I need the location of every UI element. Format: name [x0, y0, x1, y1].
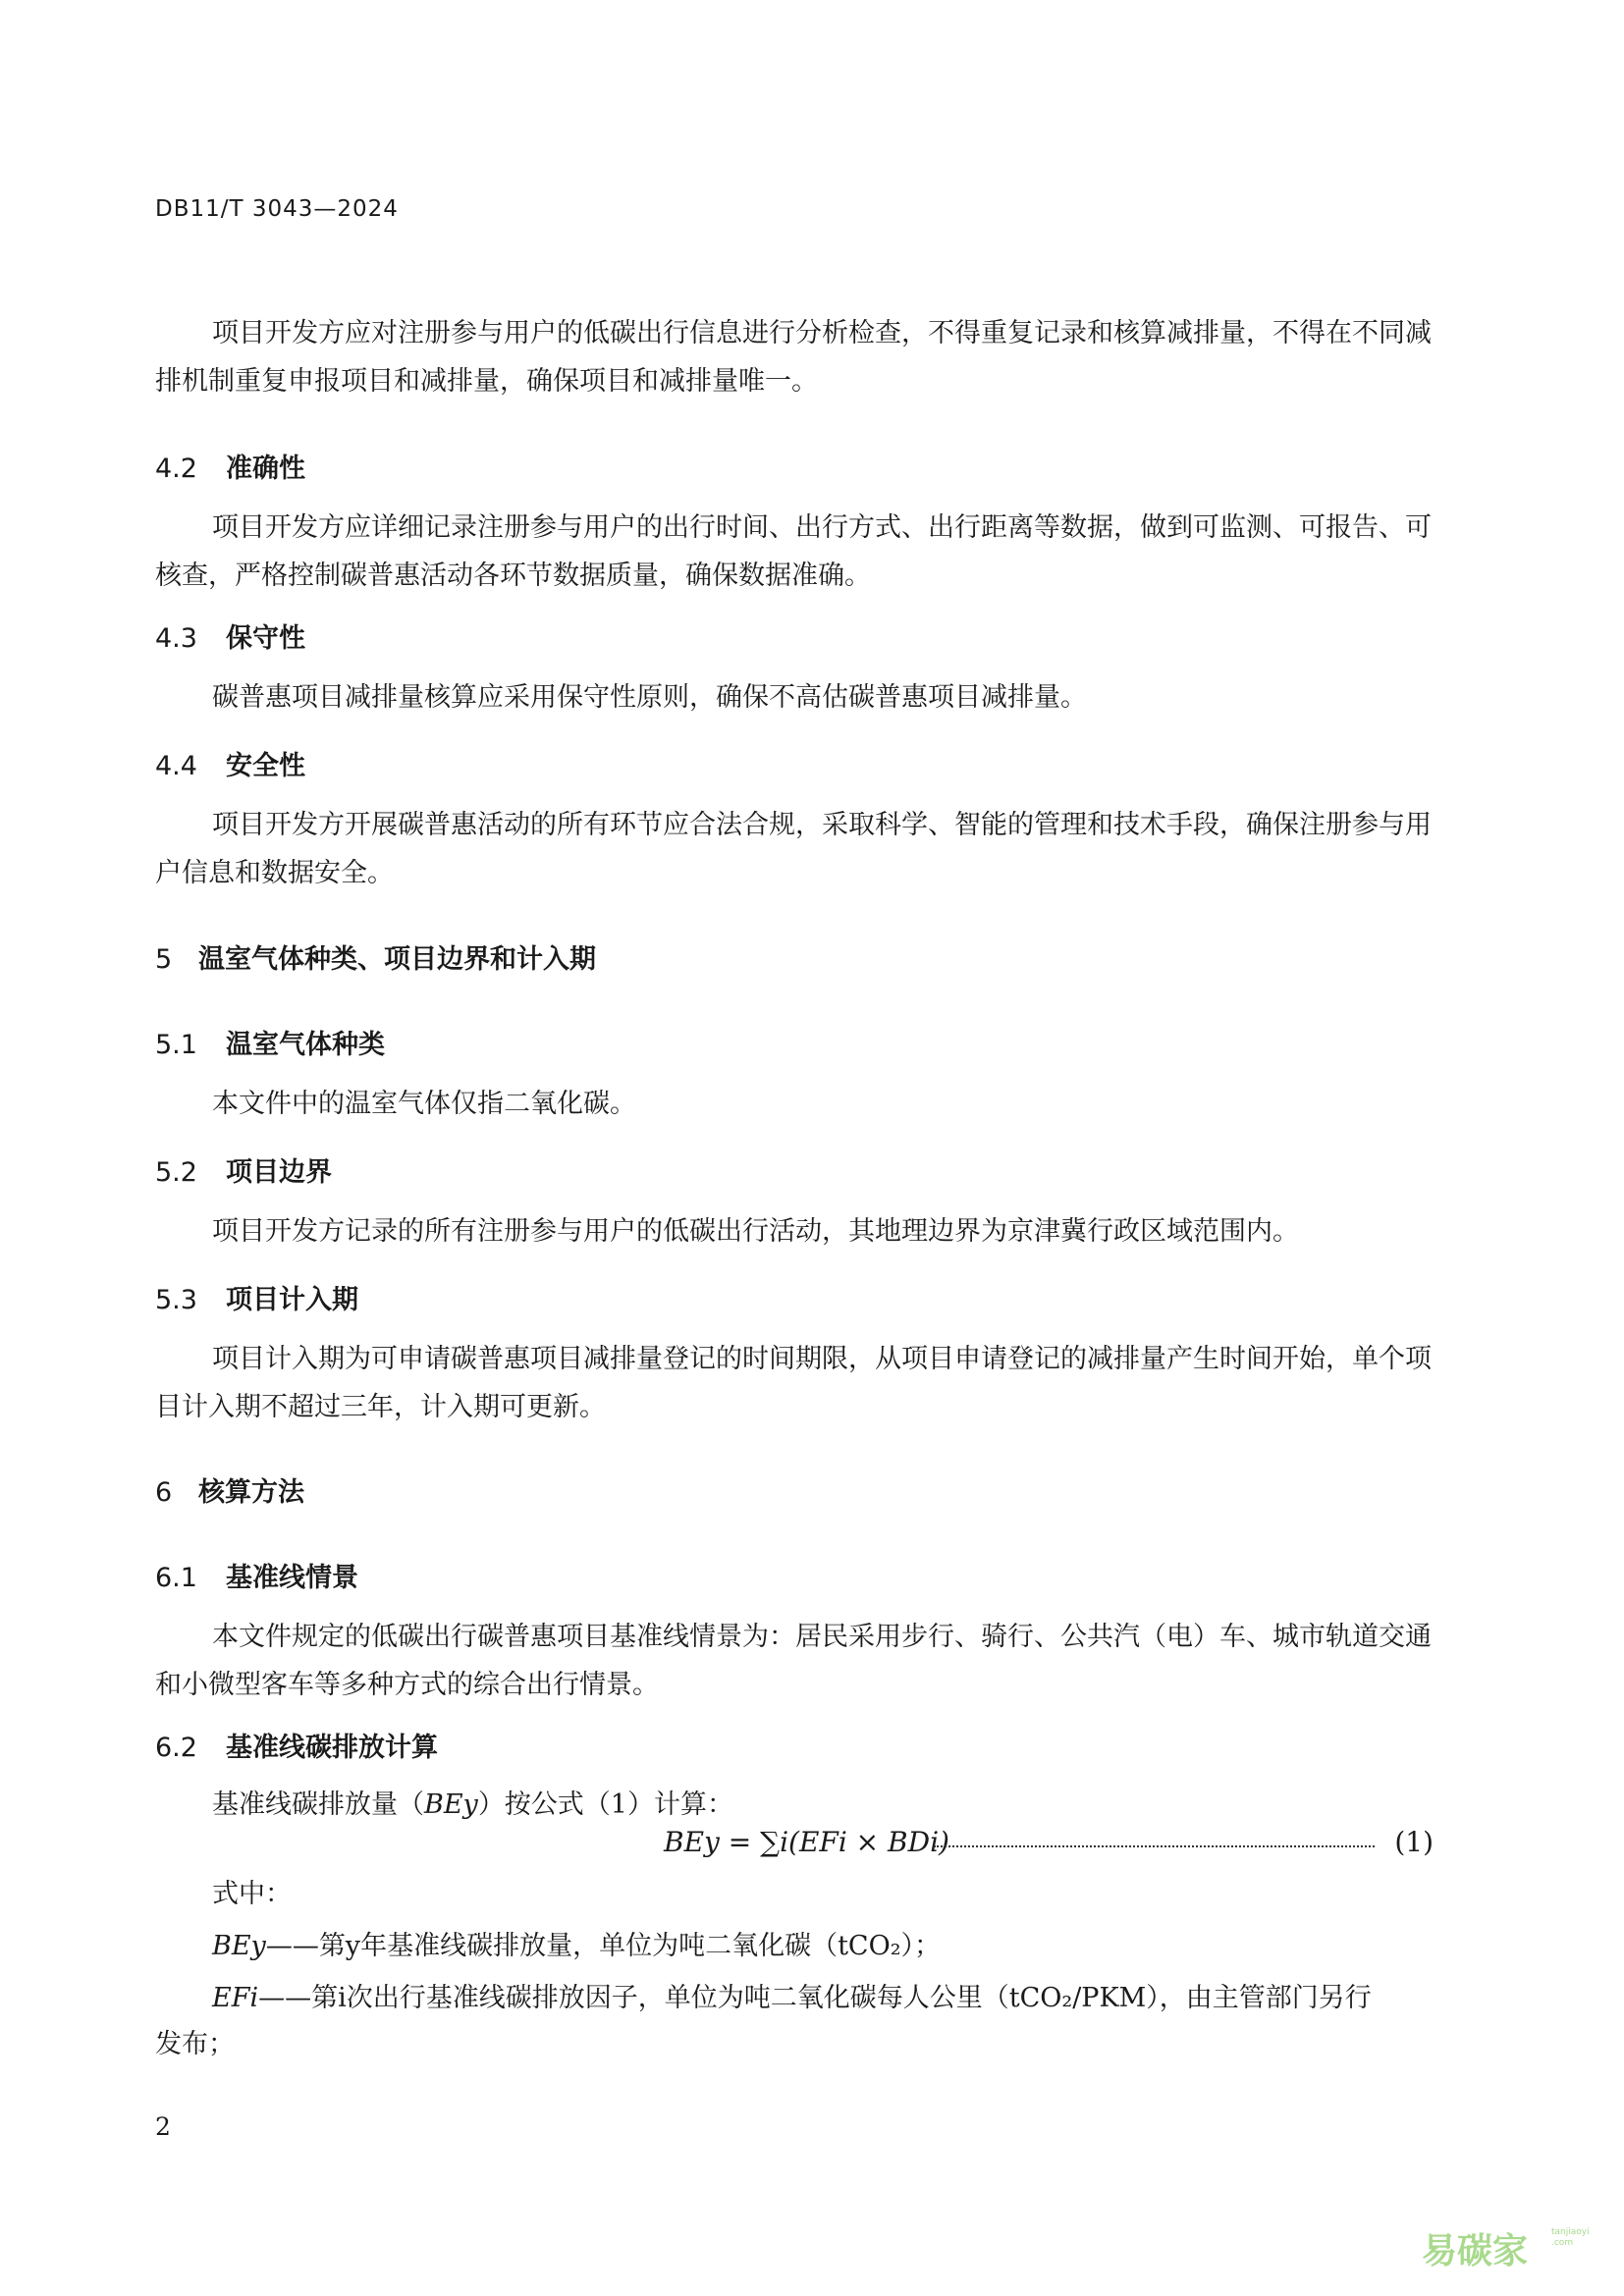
definition-variable: BEy — [212, 1931, 266, 1961]
definition-text: ——第y年基准线碳排放量，单位为吨二氧化碳（tCO₂）； — [265, 1931, 942, 1961]
heading-4-3 — [155, 616, 305, 655]
heading-number: 5 — [155, 944, 173, 975]
heading-number: 5.1 — [155, 1030, 197, 1060]
definition-efi — [212, 1974, 1434, 2022]
heading-number: 6.1 — [155, 1563, 197, 1593]
paragraph-4-3: 碳普惠项目减排量核算应采用保守性原则，确保不高估碳普惠项目减排量。 — [212, 682, 1087, 713]
heading-5-3 — [155, 1278, 358, 1316]
paragraph-4-4: 项目开发方开展碳普惠活动的所有环节应合法合规，采取科学、智能的管理和技术手段，确保注册参与用户信息和数据安全。 — [155, 810, 1432, 888]
heading-4-4 — [155, 744, 305, 782]
formula-intro-variable: BEy — [424, 1789, 478, 1820]
formula-intro — [212, 1783, 733, 1821]
definition-bey — [212, 1922, 1434, 1970]
heading-number: 5.3 — [155, 1285, 197, 1315]
formula-1 — [664, 1826, 1434, 1858]
heading-5-1 — [155, 1023, 385, 1061]
heading-number: 4.4 — [155, 751, 197, 781]
formula-expression: BEy = ∑i(EFi × BDi) — [664, 1826, 949, 1858]
paragraph-5-2: 项目开发方记录的所有注册参与用户的低碳出行活动，其地理边界为京津冀行政区域范围内。 — [212, 1216, 1299, 1247]
heading-5 — [155, 937, 596, 976]
paragraph-6-1: 本文件规定的低碳出行碳普惠项目基准线情景为：居民采用步行、骑行、公共汽（电）车、城市轨道交通和小微型客车等多种方式的综合出行情景。 — [155, 1622, 1432, 1700]
heading-title: 基准线碳排放计算 — [226, 1733, 438, 1763]
definition-variable: EFi — [212, 1983, 259, 2013]
heading-title: 准确性 — [226, 454, 305, 484]
heading-6-2 — [155, 1726, 438, 1764]
heading-6 — [155, 1470, 304, 1509]
standard-code-header: DB11/T 3043—2024 — [155, 196, 399, 222]
heading-title: 安全性 — [226, 751, 305, 781]
paragraph-4-2: 项目开发方应详细记录注册参与用户的出行时间、出行方式、出行距离等数据，做到可监测、可报告、可核查，严格控制碳普惠活动各环节数据质量，确保数据准确。 — [155, 512, 1432, 591]
definition-text: ——第i次出行基准线碳排放因子，单位为吨二氧化碳每人公里（tCO₂/PKM），由主管部门另行 — [258, 1983, 1372, 2013]
heading-number: 6 — [155, 1477, 173, 1508]
heading-title: 项目计入期 — [226, 1285, 358, 1315]
formula-intro-before: 基准线碳排放量（ — [212, 1789, 424, 1820]
formula-intro-after: ）按公式（1）计算： — [477, 1789, 733, 1820]
formula-number: (1) — [1394, 1826, 1434, 1858]
heading-title: 温室气体种类 — [226, 1030, 385, 1060]
heading-title: 项目边界 — [226, 1157, 332, 1188]
watermark-small-text: tanjiaoyi .com — [1551, 2227, 1590, 2248]
heading-number: 4.3 — [155, 623, 197, 654]
heading-number: 6.2 — [155, 1733, 197, 1763]
heading-title: 基准线情景 — [226, 1563, 358, 1593]
paragraph-5-3: 项目计入期为可申请碳普惠项目减排量登记的时间期限，从项目申请登记的减排量产生时间开始，单个项目计入期不超过三年，计入期可更新。 — [155, 1344, 1432, 1422]
watermark-main-text: 易碳家 — [1422, 2231, 1529, 2271]
page-number: 2 — [155, 2112, 171, 2141]
heading-number: 4.2 — [155, 454, 197, 484]
heading-5-2 — [155, 1150, 332, 1189]
heading-6-1 — [155, 1556, 358, 1594]
heading-number: 5.2 — [155, 1157, 197, 1188]
heading-title: 核算方法 — [198, 1477, 304, 1508]
heading-title: 保守性 — [226, 623, 305, 654]
watermark-logo — [1422, 2223, 1594, 2270]
formula-leader-dots — [934, 1845, 1375, 1847]
heading-title: 温室气体种类、项目边界和计入期 — [198, 944, 596, 975]
definition-efi-continued: 发布； — [155, 2029, 235, 2059]
paragraph-5-1: 本文件中的温室气体仅指二氧化碳。 — [212, 1089, 636, 1119]
paragraph-intro: 项目开发方应对注册参与用户的低碳出行信息进行分析检查，不得重复记录和核算减排量，不得在不同减排机制重复申报项目和减排量，确保项目和减排量唯一。 — [155, 318, 1432, 397]
heading-4-2 — [155, 447, 305, 485]
definitions-where: 式中： — [212, 1879, 292, 1909]
